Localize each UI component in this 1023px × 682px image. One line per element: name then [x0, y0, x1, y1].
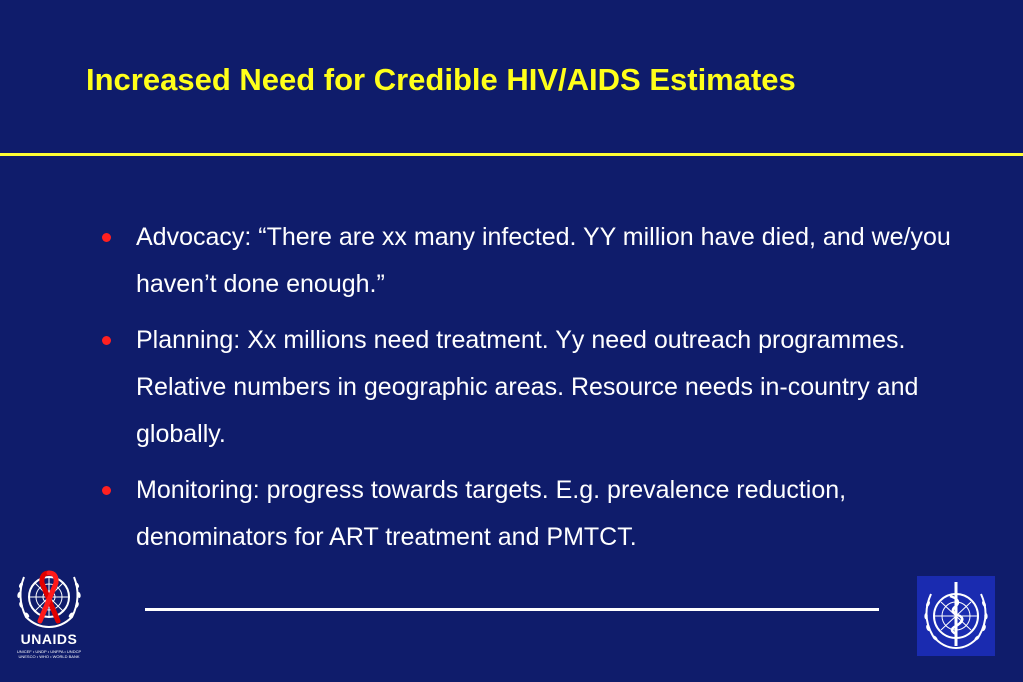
unaids-wordmark: UNAIDS	[20, 631, 78, 647]
bullet-item-advocacy	[100, 214, 980, 308]
bullet-item-planning	[100, 317, 980, 458]
bullet-list	[100, 214, 980, 570]
bullet-item-monitoring	[100, 467, 980, 561]
bullet-dot-icon	[102, 486, 111, 495]
bullet-dot-icon	[102, 336, 111, 345]
bullet-text: Advocacy: “There are xx many infected. YY million have died, and we/you haven’t done enough.”	[136, 223, 951, 298]
bullet-text: Monitoring: progress towards targets. E.g. prevalence reduction, denominators for ART treatment and PMTCT.	[136, 476, 847, 551]
title-divider	[0, 153, 1023, 156]
unaids-logo	[12, 565, 86, 660]
slide-title: Increased Need for Credible HIV/AIDS Estimates	[86, 62, 796, 97]
footer-divider	[145, 608, 879, 611]
who-logo	[917, 576, 995, 656]
who-emblem-icon	[917, 576, 995, 656]
bullet-dot-icon	[102, 233, 111, 242]
unaids-sponsors: UNICEF • UNDP • UNFPA • UNDCP UNESCO • WHO • WORLD BANK	[16, 649, 82, 659]
bullet-text: Planning: Xx millions need treatment. Yy need outreach programmes. Relative numbers in geographic areas. Resource needs in-country and globally.	[136, 326, 919, 448]
un-emblem-red-ribbon-icon	[12, 565, 86, 631]
